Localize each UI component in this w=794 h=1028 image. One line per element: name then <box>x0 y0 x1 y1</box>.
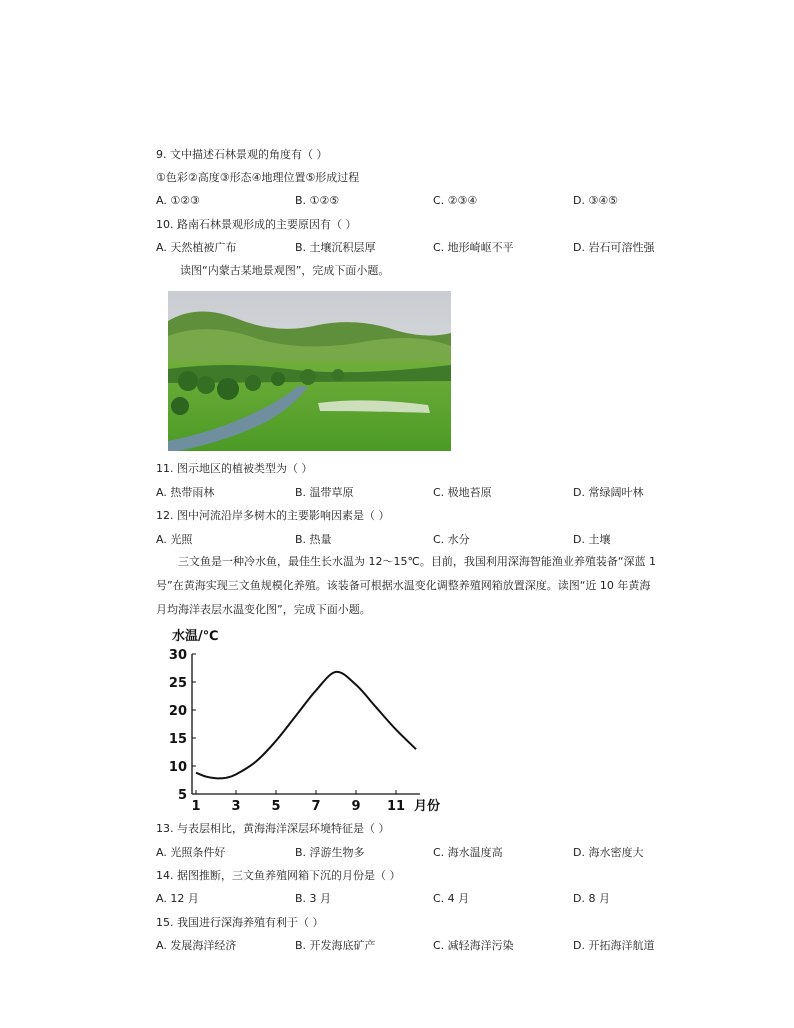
q10-option-a: A. 天然植被广布 <box>156 241 237 254</box>
intro-salmon-paragraph <box>156 550 716 622</box>
x-tick-label: 7 <box>311 799 321 814</box>
y-tick-label: 20 <box>168 704 187 719</box>
y-tick-label: 25 <box>168 676 187 691</box>
q12-option-a: A. 光照 <box>156 533 193 546</box>
q15-option-d: D. 开拓海洋航道 <box>573 939 655 952</box>
intro-landscape: 读图“内蒙古某地景观图”，完成下面小题。 <box>180 264 390 277</box>
q14-option-a: A. 12 月 <box>156 892 199 905</box>
q10-option-b: B. 土壤沉积层厚 <box>295 241 376 254</box>
q9-items: ①色彩②高度③形态④地理位置⑤形成过程 <box>156 171 360 184</box>
q14-option-b: B. 3 月 <box>295 892 332 905</box>
y-tick-label: 10 <box>168 760 187 775</box>
x-tick-label: 9 <box>351 799 361 814</box>
x-tick-label: 5 <box>271 799 281 814</box>
x-tick-label: 11 <box>386 799 406 814</box>
q15-stem: 15. 我国进行深海养殖有利于（ ） <box>156 916 324 929</box>
q9-option-c: C. ②③④ <box>433 194 478 207</box>
q15-option-a: A. 发展海洋经济 <box>156 939 237 952</box>
y-axis-label: 水温/℃ <box>172 629 219 644</box>
grassland-landscape-photo <box>168 291 451 451</box>
q14-option-c: C. 4 月 <box>433 892 470 905</box>
y-tick-label: 5 <box>177 788 187 803</box>
x-tick-label: 1 <box>191 799 201 814</box>
x-axis-label: 月份 <box>414 799 441 814</box>
q9-stem: 9. 文中描述石林景观的角度有（ ） <box>156 148 328 161</box>
q11-option-c: C. 极地苔原 <box>433 486 492 499</box>
intro-salmon-line-1: 三文鱼是一种冷水鱼，最佳生长水温为 12～15℃。目前，我国利用深海智能渔业养殖装备“深蓝 1 <box>178 555 657 568</box>
q12-option-b: B. 热量 <box>295 533 332 546</box>
q9-option-d: D. ③④⑤ <box>573 194 619 207</box>
q9-option-b: B. ①②⑤ <box>295 194 340 207</box>
water-temperature-chart <box>160 622 460 817</box>
q11-stem: 11. 图示地区的植被类型为（ ） <box>156 462 313 475</box>
q10-stem: 10. 路南石林景观形成的主要原因有（ ） <box>156 218 357 231</box>
q11-option-d: D. 常绿阔叶林 <box>573 486 644 499</box>
q11-option-b: B. 温带草原 <box>295 486 354 499</box>
q10-option-d: D. 岩石可溶性强 <box>573 241 655 254</box>
x-tick-label: 3 <box>231 799 241 814</box>
q15-option-b: B. 开发海底矿产 <box>295 939 376 952</box>
water-temperature-curve <box>196 672 416 779</box>
q12-option-d: D. 土壤 <box>573 533 611 546</box>
q15-option-c: C. 减轻海洋污染 <box>433 939 514 952</box>
q12-stem: 12. 图中河流沿岸多树木的主要影响因素是（ ） <box>156 509 390 522</box>
q9-option-a: A. ①②③ <box>156 194 200 207</box>
q14-stem: 14. 据图推断，三文鱼养殖网箱下沉的月份是（ ） <box>156 869 401 882</box>
q13-option-d: D. 海水密度大 <box>573 846 644 859</box>
q11-option-a: A. 热带雨林 <box>156 486 215 499</box>
q12-option-c: C. 水分 <box>433 533 470 546</box>
q14-option-d: D. 8 月 <box>573 892 610 905</box>
intro-salmon-line-3: 月均海洋表层水温变化图”，完成下面小题。 <box>156 603 371 616</box>
q13-option-a: A. 光照条件好 <box>156 846 226 859</box>
q13-option-c: C. 海水温度高 <box>433 846 503 859</box>
q13-option-b: B. 浮游生物多 <box>295 846 365 859</box>
q10-option-c: C. 地形崎岖不平 <box>433 241 514 254</box>
y-tick-label: 15 <box>168 732 187 747</box>
q13-stem: 13. 与表层相比，黄海海洋深层环境特征是（ ） <box>156 822 390 835</box>
intro-salmon-line-2: 号”在黄海实现三文鱼规模化养殖。该装备可根据水温变化调整养殖网箱放置深度。读图“近 10 年黄海 <box>156 579 651 592</box>
y-tick-label: 30 <box>168 648 187 663</box>
